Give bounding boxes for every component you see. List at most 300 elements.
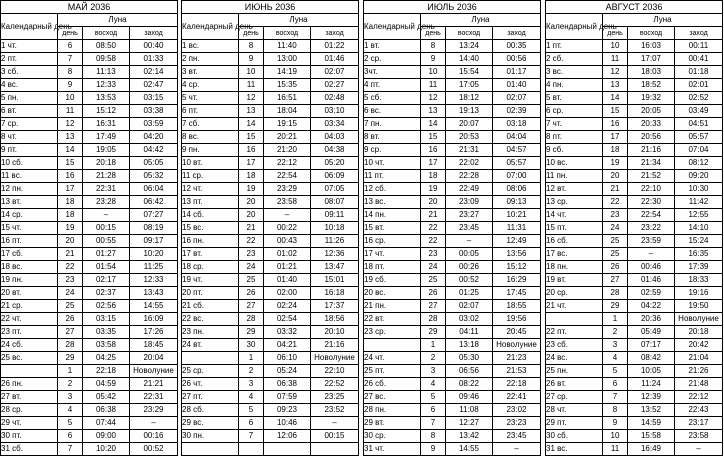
table-row bbox=[364, 66, 541, 79]
lunar-day-header: день bbox=[58, 27, 83, 40]
moonrise-time: 22:54 bbox=[264, 170, 311, 183]
lunar-day: 15 bbox=[239, 131, 264, 144]
moonrise-time: – bbox=[83, 209, 130, 222]
moonrise-time: 14:59 bbox=[628, 417, 675, 430]
lunar-day: 18 bbox=[58, 209, 83, 222]
moonset-time: 21:26 bbox=[675, 365, 723, 378]
calendar-day: 18 вс. bbox=[1, 261, 58, 274]
calendar-day bbox=[182, 352, 239, 365]
lunar-day: 25 bbox=[603, 235, 628, 248]
moonset-time: 22:31 bbox=[130, 391, 178, 404]
moonset-time: 07:05 bbox=[311, 183, 359, 196]
lunar-day: 21 bbox=[58, 248, 83, 261]
moonset-time: 23:02 bbox=[493, 404, 541, 417]
moonrise-time: 11:13 bbox=[83, 66, 130, 79]
moonrise-time: 02:54 bbox=[264, 313, 311, 326]
lunar-day: 5 bbox=[58, 417, 83, 430]
moonrise-time: 20:56 bbox=[628, 131, 675, 144]
moonset-time: – bbox=[311, 417, 359, 430]
moonrise-time: 04:21 bbox=[264, 339, 311, 352]
moonset-time: 22:41 bbox=[493, 391, 541, 404]
calendar-day: 16 пт. bbox=[1, 235, 58, 248]
table-row bbox=[1, 248, 178, 261]
lunar-day: 15 bbox=[421, 131, 446, 144]
moonset-time: 16:09 bbox=[130, 313, 178, 326]
calendar-day: 24 вс. bbox=[546, 352, 603, 365]
table-row bbox=[546, 430, 723, 443]
moonset-header: заход bbox=[675, 27, 723, 40]
calendar-day: 3 вт. bbox=[182, 66, 239, 79]
moonset-time: – bbox=[675, 443, 723, 456]
table-row bbox=[546, 105, 723, 118]
table-row bbox=[1, 430, 178, 443]
lunar-day: 18 bbox=[58, 196, 83, 209]
calendar-day: 1 вс. bbox=[182, 40, 239, 53]
moonrise-time: 20:07 bbox=[446, 118, 493, 131]
moonrise-time: 23:22 bbox=[628, 222, 675, 235]
moonrise-time: 00:55 bbox=[83, 235, 130, 248]
lunar-day: 21 bbox=[421, 209, 446, 222]
moonrise-time: 15:54 bbox=[446, 66, 493, 79]
lunar-day: 26 bbox=[239, 287, 264, 300]
moonrise-time: 13:52 bbox=[628, 404, 675, 417]
moonrise-time: 04:59 bbox=[83, 378, 130, 391]
lunar-day: 27 bbox=[421, 300, 446, 313]
moonrise-time: 15:35 bbox=[264, 79, 311, 92]
month-panel bbox=[181, 0, 358, 440]
moonset-time: 08:06 bbox=[493, 183, 541, 196]
table-row bbox=[182, 365, 359, 378]
lunar-day: 26 bbox=[603, 261, 628, 274]
moonset-time: 16:29 bbox=[493, 274, 541, 287]
table-row bbox=[546, 170, 723, 183]
table-row bbox=[182, 157, 359, 170]
moonset-time: 11:25 bbox=[130, 261, 178, 274]
table-row bbox=[364, 300, 541, 313]
moonrise-time: 18:12 bbox=[446, 92, 493, 105]
table-row bbox=[182, 131, 359, 144]
lunar-day: 9 bbox=[239, 53, 264, 66]
lunar-day: 1 bbox=[239, 352, 264, 365]
calendar-day-header: Календарный день bbox=[546, 14, 603, 40]
calendar-day: 25 пн. bbox=[546, 365, 603, 378]
table-row bbox=[364, 404, 541, 417]
lunar-day: 1 bbox=[58, 365, 83, 378]
table-row bbox=[546, 326, 723, 339]
lunar-day: 14 bbox=[603, 92, 628, 105]
table-row bbox=[1, 53, 178, 66]
table-row bbox=[546, 404, 723, 417]
moonrise-time: 06:10 bbox=[264, 352, 311, 365]
table-row bbox=[182, 443, 359, 456]
lunar-day: 29 bbox=[58, 352, 83, 365]
calendar-day: 19 вт. bbox=[546, 274, 603, 287]
lunar-day: 11 bbox=[239, 79, 264, 92]
calendar-day: 24 вт. bbox=[182, 339, 239, 352]
moonset-time: 12:55 bbox=[675, 209, 723, 222]
moonrise-time bbox=[264, 443, 311, 456]
calendar-day: 27 ср. bbox=[546, 391, 603, 404]
table-row bbox=[1, 365, 178, 378]
moonrise-time: 23:28 bbox=[83, 196, 130, 209]
moonset-time: 11:42 bbox=[675, 196, 723, 209]
calendar-day-header: Календарный день bbox=[364, 14, 421, 40]
table-row bbox=[364, 131, 541, 144]
moon-header: Луна bbox=[421, 14, 541, 27]
calendar-day: 28 сб. bbox=[182, 404, 239, 417]
calendar-day: 24 сб. bbox=[1, 339, 58, 352]
calendar-day: 18 пн. bbox=[546, 261, 603, 274]
calendar-day: 9 пн. bbox=[182, 144, 239, 157]
lunar-day: 6 bbox=[603, 378, 628, 391]
calendar-day: 10 сб. bbox=[1, 157, 58, 170]
moonset-time: 17:39 bbox=[675, 261, 723, 274]
calendar-day: 4 пт. bbox=[364, 79, 421, 92]
table-row bbox=[182, 222, 359, 235]
moonrise-time: 17:07 bbox=[628, 53, 675, 66]
lunar-day: 13 bbox=[239, 105, 264, 118]
lunar-day: 10 bbox=[603, 40, 628, 53]
moonrise-time: 02:17 bbox=[83, 274, 130, 287]
calendar-day: 22 пт. bbox=[546, 326, 603, 339]
lunar-day: 10 bbox=[239, 66, 264, 79]
calendar-day: 6 пт. bbox=[182, 105, 239, 118]
lunar-day: 24 bbox=[603, 222, 628, 235]
moonrise-time: – bbox=[628, 248, 675, 261]
lunar-day: 24 bbox=[58, 287, 83, 300]
lunar-day: 12 bbox=[421, 92, 446, 105]
moonrise-time: 20:21 bbox=[264, 131, 311, 144]
moonset-time: 13:56 bbox=[493, 248, 541, 261]
table-row bbox=[546, 209, 723, 222]
table-row bbox=[182, 105, 359, 118]
calendar-day: 17 вт. bbox=[182, 248, 239, 261]
moonrise-time: 02:24 bbox=[264, 300, 311, 313]
moonrise-time: 01:02 bbox=[264, 248, 311, 261]
moonset-time: 20:10 bbox=[311, 326, 359, 339]
lunar-day: 22 bbox=[421, 222, 446, 235]
table-row bbox=[182, 261, 359, 274]
lunar-day: 9 bbox=[603, 417, 628, 430]
calendar-day: 5 чт. bbox=[182, 92, 239, 105]
moonset-time: 17:26 bbox=[130, 326, 178, 339]
moonset-time: 04:20 bbox=[130, 131, 178, 144]
moonset-time bbox=[311, 443, 359, 456]
moonset-time: 02:07 bbox=[311, 66, 359, 79]
moonset-time: 06:09 bbox=[311, 170, 359, 183]
moonset-time: 15:24 bbox=[675, 235, 723, 248]
moonrise-time: 01:40 bbox=[264, 274, 311, 287]
table-row bbox=[1, 79, 178, 92]
table-row bbox=[1, 209, 178, 222]
moonset-time: 10:18 bbox=[311, 222, 359, 235]
lunar-day: 21 bbox=[239, 222, 264, 235]
moonrise-time: 20:53 bbox=[446, 131, 493, 144]
lunar-day: 20 bbox=[421, 196, 446, 209]
calendar-day: 8 вс. bbox=[182, 131, 239, 144]
calendar-day: 6 вт. bbox=[1, 105, 58, 118]
moonset-time: 05:05 bbox=[130, 157, 178, 170]
table-row bbox=[364, 339, 541, 352]
calendar-day: 13 вт. bbox=[1, 196, 58, 209]
moonrise-header: восход bbox=[264, 27, 311, 40]
calendar-day: 19 чт. bbox=[182, 274, 239, 287]
lunar-day: 28 bbox=[421, 313, 446, 326]
moonset-time: 08:19 bbox=[130, 222, 178, 235]
moonrise-time: 01:25 bbox=[446, 287, 493, 300]
lunar-day: 23 bbox=[421, 248, 446, 261]
calendar-day: 26 чт. bbox=[182, 378, 239, 391]
table-row bbox=[1, 131, 178, 144]
moonrise-time: 01:21 bbox=[264, 261, 311, 274]
moonrise-time: 04:11 bbox=[446, 326, 493, 339]
table-row bbox=[182, 391, 359, 404]
moonset-time: 01:18 bbox=[675, 66, 723, 79]
table-row bbox=[182, 66, 359, 79]
calendar-day: 11 пт. bbox=[364, 170, 421, 183]
calendar-day: 25 ср. bbox=[182, 365, 239, 378]
calendar-day: 15 пт. bbox=[546, 222, 603, 235]
moonrise-time: 15:58 bbox=[628, 430, 675, 443]
calendar-day: 30 пн. bbox=[182, 430, 239, 443]
moonrise-time: 06:38 bbox=[264, 378, 311, 391]
moonrise-time: 00:22 bbox=[264, 222, 311, 235]
moonset-time: 09:11 bbox=[311, 209, 359, 222]
calendar-day: 30 ср. bbox=[364, 430, 421, 443]
moonset-time: 04:38 bbox=[311, 144, 359, 157]
moonrise-time: 12:06 bbox=[264, 430, 311, 443]
moonrise-time: 14:19 bbox=[264, 66, 311, 79]
table-row bbox=[546, 300, 723, 313]
moonrise-time: 01:27 bbox=[83, 248, 130, 261]
moonset-time: 02:14 bbox=[130, 66, 178, 79]
calendar-day: 30 сб. bbox=[546, 430, 603, 443]
calendar-day: 19 пн. bbox=[1, 274, 58, 287]
calendar-day: 6 вс. bbox=[364, 105, 421, 118]
calendar-day: 7 сб. bbox=[182, 118, 239, 131]
table-row bbox=[1, 313, 178, 326]
table-row bbox=[364, 313, 541, 326]
moonset-time: 12:33 bbox=[130, 274, 178, 287]
table-row bbox=[364, 170, 541, 183]
lunar-day: 22 bbox=[58, 261, 83, 274]
lunar-day: 29 bbox=[239, 326, 264, 339]
moonrise-time: 11:40 bbox=[264, 40, 311, 53]
lunar-day: 27 bbox=[603, 274, 628, 287]
calendar-day: 29 чт. bbox=[1, 417, 58, 430]
moonrise-header: восход bbox=[83, 27, 130, 40]
table-row bbox=[364, 53, 541, 66]
calendar-day: 20 вс. bbox=[364, 287, 421, 300]
moonset-time: Новолуние bbox=[675, 313, 723, 326]
moon-table bbox=[181, 0, 359, 456]
table-row bbox=[364, 196, 541, 209]
moonset-time: 10:20 bbox=[130, 248, 178, 261]
moonrise-time: 22:54 bbox=[628, 209, 675, 222]
moonrise-time: 11:08 bbox=[446, 404, 493, 417]
moonrise-time: 10:46 bbox=[264, 417, 311, 430]
table-row bbox=[1, 261, 178, 274]
table-row bbox=[546, 391, 723, 404]
lunar-day: 10 bbox=[603, 430, 628, 443]
lunar-day: 1 bbox=[421, 339, 446, 352]
moonset-time: 17:37 bbox=[311, 300, 359, 313]
moonrise-time: 12:33 bbox=[83, 79, 130, 92]
table-row bbox=[1, 92, 178, 105]
calendar-day: 1 чт. bbox=[1, 40, 58, 53]
table-row bbox=[1, 157, 178, 170]
moonrise-time: 19:32 bbox=[628, 92, 675, 105]
moonset-time: 21:53 bbox=[493, 365, 541, 378]
calendar-day: 14 пн. bbox=[364, 209, 421, 222]
calendar-day: 4 ср. bbox=[182, 79, 239, 92]
lunar-day: 2 bbox=[239, 365, 264, 378]
lunar-day: 2 bbox=[58, 378, 83, 391]
moonset-time: 15:12 bbox=[493, 261, 541, 274]
calendar-day: 27 вт. bbox=[1, 391, 58, 404]
table-row bbox=[1, 352, 178, 365]
calendar-day: 15 вс. bbox=[182, 222, 239, 235]
moonset-time: 03:59 bbox=[130, 118, 178, 131]
table-row bbox=[182, 183, 359, 196]
moon-table bbox=[0, 0, 178, 456]
calendar-day: 29 вт. bbox=[364, 417, 421, 430]
lunar-day: 9 bbox=[421, 443, 446, 456]
lunar-day: 20 bbox=[603, 170, 628, 183]
lunar-day: 11 bbox=[421, 79, 446, 92]
table-row bbox=[182, 417, 359, 430]
lunar-day: 4 bbox=[603, 352, 628, 365]
moonset-time: 17:45 bbox=[493, 287, 541, 300]
moonset-time: 00:15 bbox=[311, 430, 359, 443]
lunar-day: 19 bbox=[239, 183, 264, 196]
table-row bbox=[364, 157, 541, 170]
moonrise-time: 22:30 bbox=[628, 196, 675, 209]
table-row bbox=[182, 79, 359, 92]
table-row bbox=[546, 92, 723, 105]
calendar-day: 14 сб. bbox=[182, 209, 239, 222]
moonset-time: 21:21 bbox=[130, 378, 178, 391]
lunar-day: 20 bbox=[58, 235, 83, 248]
calendar-day: 17 сб. bbox=[1, 248, 58, 261]
calendar-day: 20 пт. bbox=[182, 287, 239, 300]
moonset-time: 00:11 bbox=[675, 40, 723, 53]
table-row bbox=[182, 404, 359, 417]
moonset-time: 18:45 bbox=[130, 339, 178, 352]
moonset-time: 22:18 bbox=[493, 378, 541, 391]
lunar-day: 8 bbox=[58, 66, 83, 79]
calendar-day: 1 вт. bbox=[364, 40, 421, 53]
table-row bbox=[182, 196, 359, 209]
calendar-day: 21 сб. bbox=[182, 300, 239, 313]
lunar-day: 27 bbox=[58, 326, 83, 339]
moonrise-time: 21:20 bbox=[264, 144, 311, 157]
moon-header: Луна bbox=[239, 14, 359, 27]
moonrise-time: – bbox=[446, 235, 493, 248]
table-row bbox=[364, 378, 541, 391]
calendar-day: 23 сб. bbox=[546, 339, 603, 352]
lunar-day: 7 bbox=[421, 417, 446, 430]
lunar-day-header: день bbox=[239, 27, 264, 40]
lunar-day: 17 bbox=[239, 157, 264, 170]
table-row bbox=[182, 144, 359, 157]
lunar-day: 11 bbox=[58, 105, 83, 118]
moonrise-time: 18:52 bbox=[628, 79, 675, 92]
moonset-time: 01:40 bbox=[493, 79, 541, 92]
table-row bbox=[182, 339, 359, 352]
moonrise-time: 14:40 bbox=[446, 53, 493, 66]
moonset-time: 12:49 bbox=[493, 235, 541, 248]
calendar-day: 30 пт. bbox=[1, 430, 58, 443]
lunar-day: 3 bbox=[421, 365, 446, 378]
lunar-day: 22 bbox=[421, 235, 446, 248]
lunar-day: 25 bbox=[603, 248, 628, 261]
calendar-day: 3 вс. bbox=[546, 66, 603, 79]
moonset-time: 00:41 bbox=[675, 53, 723, 66]
lunar-day: 13 bbox=[421, 105, 446, 118]
moonrise-time: 00:05 bbox=[446, 248, 493, 261]
table-row bbox=[546, 157, 723, 170]
moonrise-time: 15:12 bbox=[83, 105, 130, 118]
moonset-time: 22:10 bbox=[311, 365, 359, 378]
table-row bbox=[546, 274, 723, 287]
lunar-day: 15 bbox=[58, 157, 83, 170]
moonset-time: 15:01 bbox=[311, 274, 359, 287]
moonrise-time: 17:05 bbox=[446, 79, 493, 92]
moonset-time: 04:03 bbox=[311, 131, 359, 144]
lunar-day: 14 bbox=[239, 118, 264, 131]
table-row bbox=[546, 183, 723, 196]
lunar-day-header: день bbox=[603, 27, 628, 40]
moonset-time: 03:15 bbox=[130, 92, 178, 105]
calendar-day: 15 вт. bbox=[364, 222, 421, 235]
moonset-header: заход bbox=[130, 27, 178, 40]
calendar-day: 7 чт. bbox=[546, 118, 603, 131]
moonset-time: 22:43 bbox=[675, 404, 723, 417]
moonset-time: 22:52 bbox=[311, 378, 359, 391]
table-row bbox=[364, 443, 541, 456]
calendar-day: 2 пт. bbox=[1, 53, 58, 66]
moonrise-time: 22:02 bbox=[446, 157, 493, 170]
calendar-day: 27 пт. bbox=[182, 391, 239, 404]
calendar-day: 28 чт. bbox=[546, 404, 603, 417]
table-row bbox=[546, 235, 723, 248]
moonrise-time: 09:58 bbox=[83, 53, 130, 66]
lunar-day-header: день bbox=[421, 27, 446, 40]
calendar-day: 25 вс. bbox=[1, 352, 58, 365]
moonset-time: 09:13 bbox=[493, 196, 541, 209]
table-row bbox=[364, 248, 541, 261]
calendar-day: 7 ср. bbox=[1, 118, 58, 131]
calendar-day: 18 ср. bbox=[182, 261, 239, 274]
moonset-time: 19:50 bbox=[675, 300, 723, 313]
moonrise-time: 09:23 bbox=[264, 404, 311, 417]
moonrise-time: 00:43 bbox=[264, 235, 311, 248]
calendar-day: 31 вс. bbox=[546, 443, 603, 456]
calendar-day: 14 ср. bbox=[1, 209, 58, 222]
moonrise-time: 20:05 bbox=[628, 105, 675, 118]
lunar-day: 12 bbox=[58, 118, 83, 131]
moonset-time: 03:34 bbox=[311, 118, 359, 131]
calendar-day: 31 чт. bbox=[364, 443, 421, 456]
moonset-time: 03:10 bbox=[311, 105, 359, 118]
moonset-time: 14:10 bbox=[675, 222, 723, 235]
table-row bbox=[546, 131, 723, 144]
table-row bbox=[364, 417, 541, 430]
table-row bbox=[364, 261, 541, 274]
calendar-day bbox=[182, 443, 239, 456]
lunar-day: 10 bbox=[421, 66, 446, 79]
